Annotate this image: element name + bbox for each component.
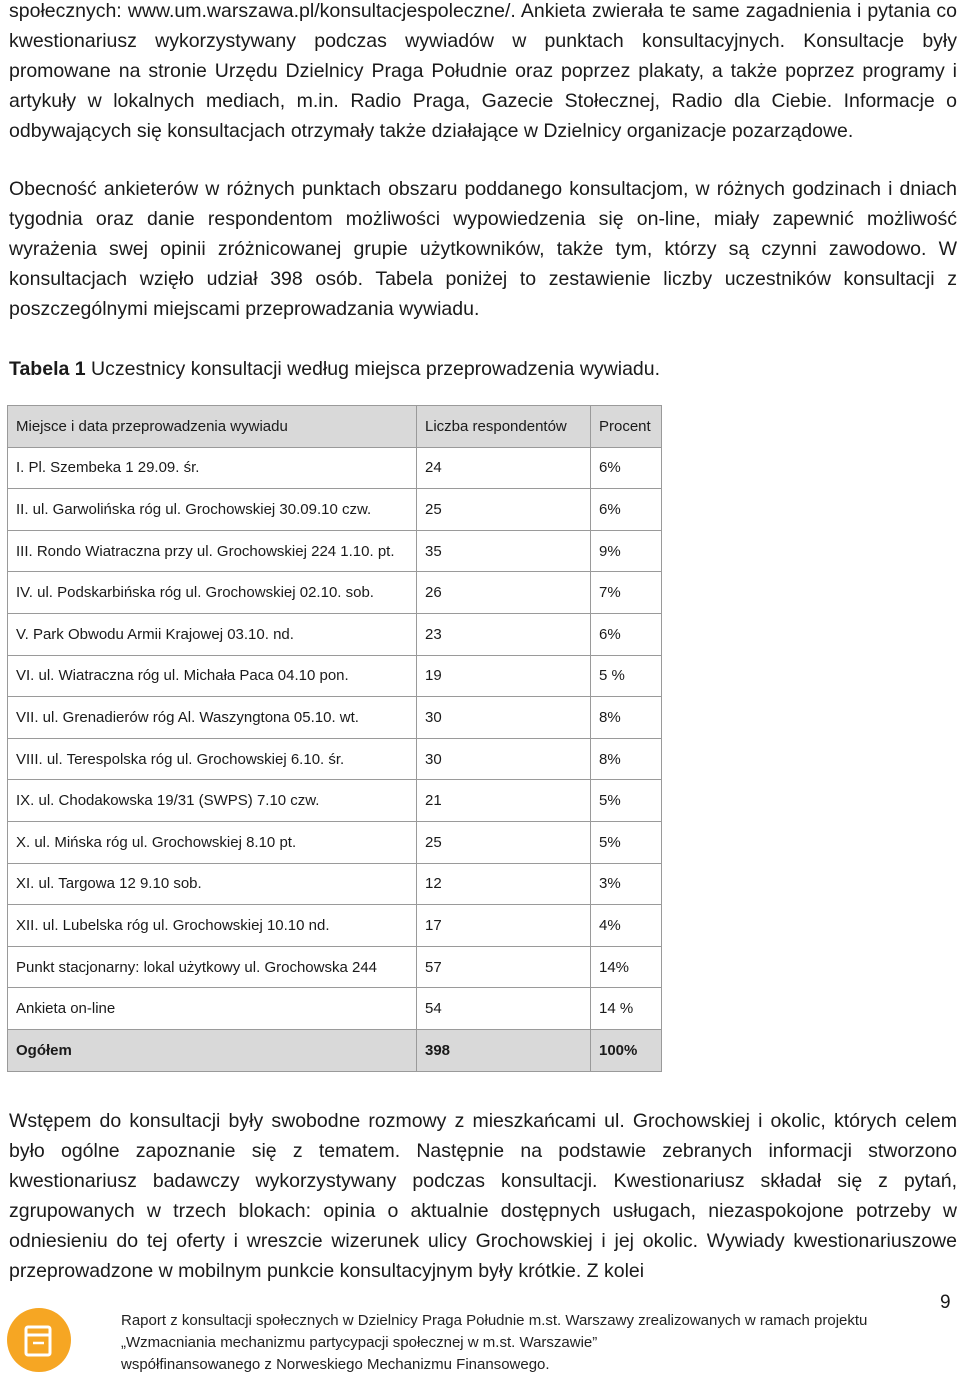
percent-cell: 7% xyxy=(591,572,662,614)
location-cell: VII. ul. Grenadierów róg Al. Waszyngtona 05.10. wt. xyxy=(8,697,417,739)
respondents-cell: 26 xyxy=(417,572,591,614)
location-cell: Ankieta on-line xyxy=(8,988,417,1030)
header-percent: Procent xyxy=(591,406,662,448)
respondents-cell: 24 xyxy=(417,447,591,489)
footer-line-1: Raport z konsultacji społecznych w Dzielnicy Praga Południe m.st. Warszawy zrealizowanych w ramach projektu xyxy=(121,1312,868,1329)
percent-cell: 6% xyxy=(591,613,662,655)
table-row xyxy=(8,447,662,489)
percent-cell: 5% xyxy=(591,780,662,822)
location-cell: II. ul. Garwolińska róg ul. Grochowskiej 30.09.10 czw. xyxy=(8,489,417,531)
respondents-cell: 23 xyxy=(417,613,591,655)
respondents-cell: 21 xyxy=(417,780,591,822)
location-cell: X. ul. Mińska róg ul. Grochowskiej 8.10 pt. xyxy=(8,821,417,863)
percent-cell: 5 % xyxy=(591,655,662,697)
respondents-cell: 30 xyxy=(417,697,591,739)
percent-cell: 6% xyxy=(591,447,662,489)
percent-cell: 8% xyxy=(591,697,662,739)
table-row xyxy=(8,946,662,988)
norway-grants-logo-icon xyxy=(6,1307,72,1373)
table-caption-text: Uczestnicy konsultacji według miejsca przeprowadzenia wywiadu. xyxy=(85,358,661,380)
location-cell: IV. ul. Podskarbińska róg ul. Grochowskiej 02.10. sob. xyxy=(8,572,417,614)
percent-cell: 4% xyxy=(591,905,662,947)
participation-paragraph: Obecność ankieterów w różnych punktach obszaru poddanego konsultacjom, w różnych godzinach i dniach tygodnia oraz danie respondentom możliwości wypowiedzenia się on-line, miały zapewnić możliwość wyrażenia swej opinii zróżnicowanej grupie użytkowników, także tym, którzy są czynni zawodowo. W konsultacjach wzięło udział 398 osób. Tabela poniżej to zestawienie liczby uczestników konsultacji z poszczególnymi miejscami przeprowadzania wywiadu. xyxy=(9,178,957,320)
location-cell: XII. ul. Lubelska róg ul. Grochowskiej 10.10 nd. xyxy=(8,905,417,947)
table-caption xyxy=(9,354,660,384)
percent-cell: 9% xyxy=(591,530,662,572)
footer-line-3: współfinansowanego z Norweskiego Mechanizmu Finansowego. xyxy=(121,1356,550,1373)
location-cell: Punkt stacjonarny: lokal użytkowy ul. Grochowska 244 xyxy=(8,946,417,988)
percent-cell: 14 % xyxy=(591,988,662,1030)
respondents-cell: 17 xyxy=(417,905,591,947)
table-row xyxy=(8,905,662,947)
location-cell: III. Rondo Wiatraczna przy ul. Grochowskiej 224 1.10. pt. xyxy=(8,530,417,572)
percent-cell: 3% xyxy=(591,863,662,905)
location-cell: VIII. ul. Terespolska róg ul. Grochowskiej 6.10. śr. xyxy=(8,738,417,780)
table-row xyxy=(8,821,662,863)
total-label-cell: Ogółem xyxy=(8,1029,417,1071)
header-respondents: Liczba respondentów xyxy=(417,406,591,448)
location-cell: I. Pl. Szembeka 1 29.09. śr. xyxy=(8,447,417,489)
total-percent-cell: 100% xyxy=(591,1029,662,1071)
table-row xyxy=(8,863,662,905)
table-caption-label: Tabela 1 xyxy=(9,358,86,380)
percent-cell: 5% xyxy=(591,821,662,863)
table-header-row xyxy=(8,406,662,448)
location-cell: XI. ul. Targowa 12 9.10 sob. xyxy=(8,863,417,905)
respondents-cell: 19 xyxy=(417,655,591,697)
table-row xyxy=(8,655,662,697)
page-footer xyxy=(121,1310,881,1376)
table-total-row xyxy=(8,1029,662,1071)
respondents-cell: 54 xyxy=(417,988,591,1030)
respondents-cell: 25 xyxy=(417,821,591,863)
percent-cell: 6% xyxy=(591,489,662,531)
respondents-cell: 25 xyxy=(417,489,591,531)
respondents-cell: 57 xyxy=(417,946,591,988)
table-body xyxy=(8,447,662,1071)
respondents-cell: 30 xyxy=(417,738,591,780)
location-cell: VI. ul. Wiatraczna róg ul. Michała Paca 04.10 pon. xyxy=(8,655,417,697)
table-row xyxy=(8,530,662,572)
table-row xyxy=(8,988,662,1030)
table-row xyxy=(8,489,662,531)
location-cell: IX. ul. Chodakowska 19/31 (SWPS) 7.10 czw. xyxy=(8,780,417,822)
table-row xyxy=(8,738,662,780)
intro-prefix: społecznych: xyxy=(9,0,128,22)
location-cell: V. Park Obwodu Armii Krajowej 03.10. nd. xyxy=(8,613,417,655)
method-paragraph: Wstępem do konsultacji były swobodne rozmowy z mieszkańcami ul. Grochowskiej i okolic, których celem było ogólne zapoznanie się z tematem. Następnie na podstawie zebranych informacji stworzono kwestionariusz badawczy wykorzystywany podczas konsultacji. Kwestionariusz składał się z pytań, zgrupowanych w trzech blokach: opinia o aktualnie dostępnych usługach, niezaspokojone potrzeby w odniesieniu do tej oferty i wreszcie wizerunek ulicy Grochowskiej i jej okolic. Wywiady kwestionariuszowe przeprowadzone w mobilnym punkcie konsultacyjnym były krótkie. Z kolei xyxy=(9,1110,957,1282)
page-number: 9 xyxy=(940,1292,951,1313)
respondents-cell: 12 xyxy=(417,863,591,905)
table-row xyxy=(8,697,662,739)
respondents-cell: 35 xyxy=(417,530,591,572)
consultation-link[interactable]: www.um.warszawa.pl/konsultacjespoleczne/ xyxy=(127,0,511,22)
intro-paragraph xyxy=(9,0,957,146)
table-row xyxy=(8,613,662,655)
header-location: Miejsce i data przeprowadzenia wywiadu xyxy=(8,406,417,448)
table-row xyxy=(8,572,662,614)
table-row xyxy=(8,780,662,822)
percent-cell: 8% xyxy=(591,738,662,780)
total-respondents-cell: 398 xyxy=(417,1029,591,1071)
footer-line-2: „Wzmacniania mechanizmu partycypacji społecznej w m.st. Warszawie” xyxy=(121,1334,598,1351)
intro-text: . Ankieta zwierała te same zagadnienia i pytania co kwestionariusz wykorzystywany podczas wywiadów w punktach konsultacyjnych. Konsultacje były promowane na stronie Urzędu Dzielnicy Praga Południe oraz poprzez plakaty, a także poprzez programy i artykuły w lokalnych mediach, m.in. Radio Praga, Gazecie Stołecznej, Radio dla Ciebie. Informacje o odbywających się konsultacjach otrzymały także działające w Dzielnicy organizacje pozarządowe. xyxy=(9,0,957,142)
percent-cell: 14% xyxy=(591,946,662,988)
participants-table xyxy=(7,405,662,1072)
